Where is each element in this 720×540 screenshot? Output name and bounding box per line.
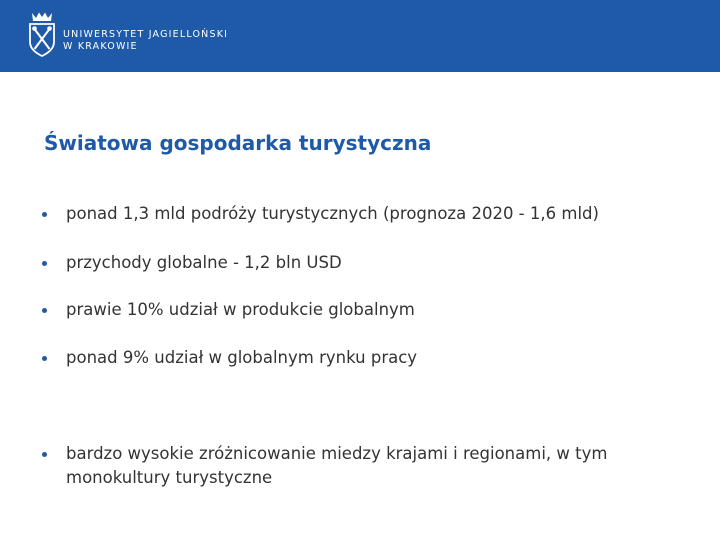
bullet-item: [42, 202, 662, 226]
university-name-line2: W KRAKOWIE: [63, 41, 138, 52]
bullet-dot-icon: [42, 261, 47, 266]
bullet-item: [42, 251, 662, 275]
bullet-text: prawie 10% udział w produkcie globalnym: [66, 300, 415, 319]
bullet-item: [42, 346, 662, 370]
bullet-text: ponad 9% udział w globalnym rynku pracy: [66, 348, 418, 367]
bullet-dot-icon: [42, 452, 47, 457]
bullet-dot-icon: [42, 308, 47, 313]
bullet-dot-icon: [42, 212, 47, 217]
bullet-text: ponad 1,3 mld podróży turystycznych (prognoza 2020 - 1,6 mld): [66, 204, 599, 223]
slide-title: Światowa gospodarka turystyczna: [44, 131, 432, 155]
university-name-line1: UNIWERSYTET JAGIELLOŃSKI: [63, 29, 229, 40]
bullet-item: [42, 298, 662, 322]
bullet-text: przychody globalne - 1,2 bln USD: [66, 253, 342, 272]
bullet-item: [42, 442, 662, 490]
bullet-text: bardzo wysokie zróżnicowanie miedzy krajami i regionami, w tym monokultury turystyczne: [66, 444, 608, 487]
bullet-dot-icon: [42, 356, 47, 361]
